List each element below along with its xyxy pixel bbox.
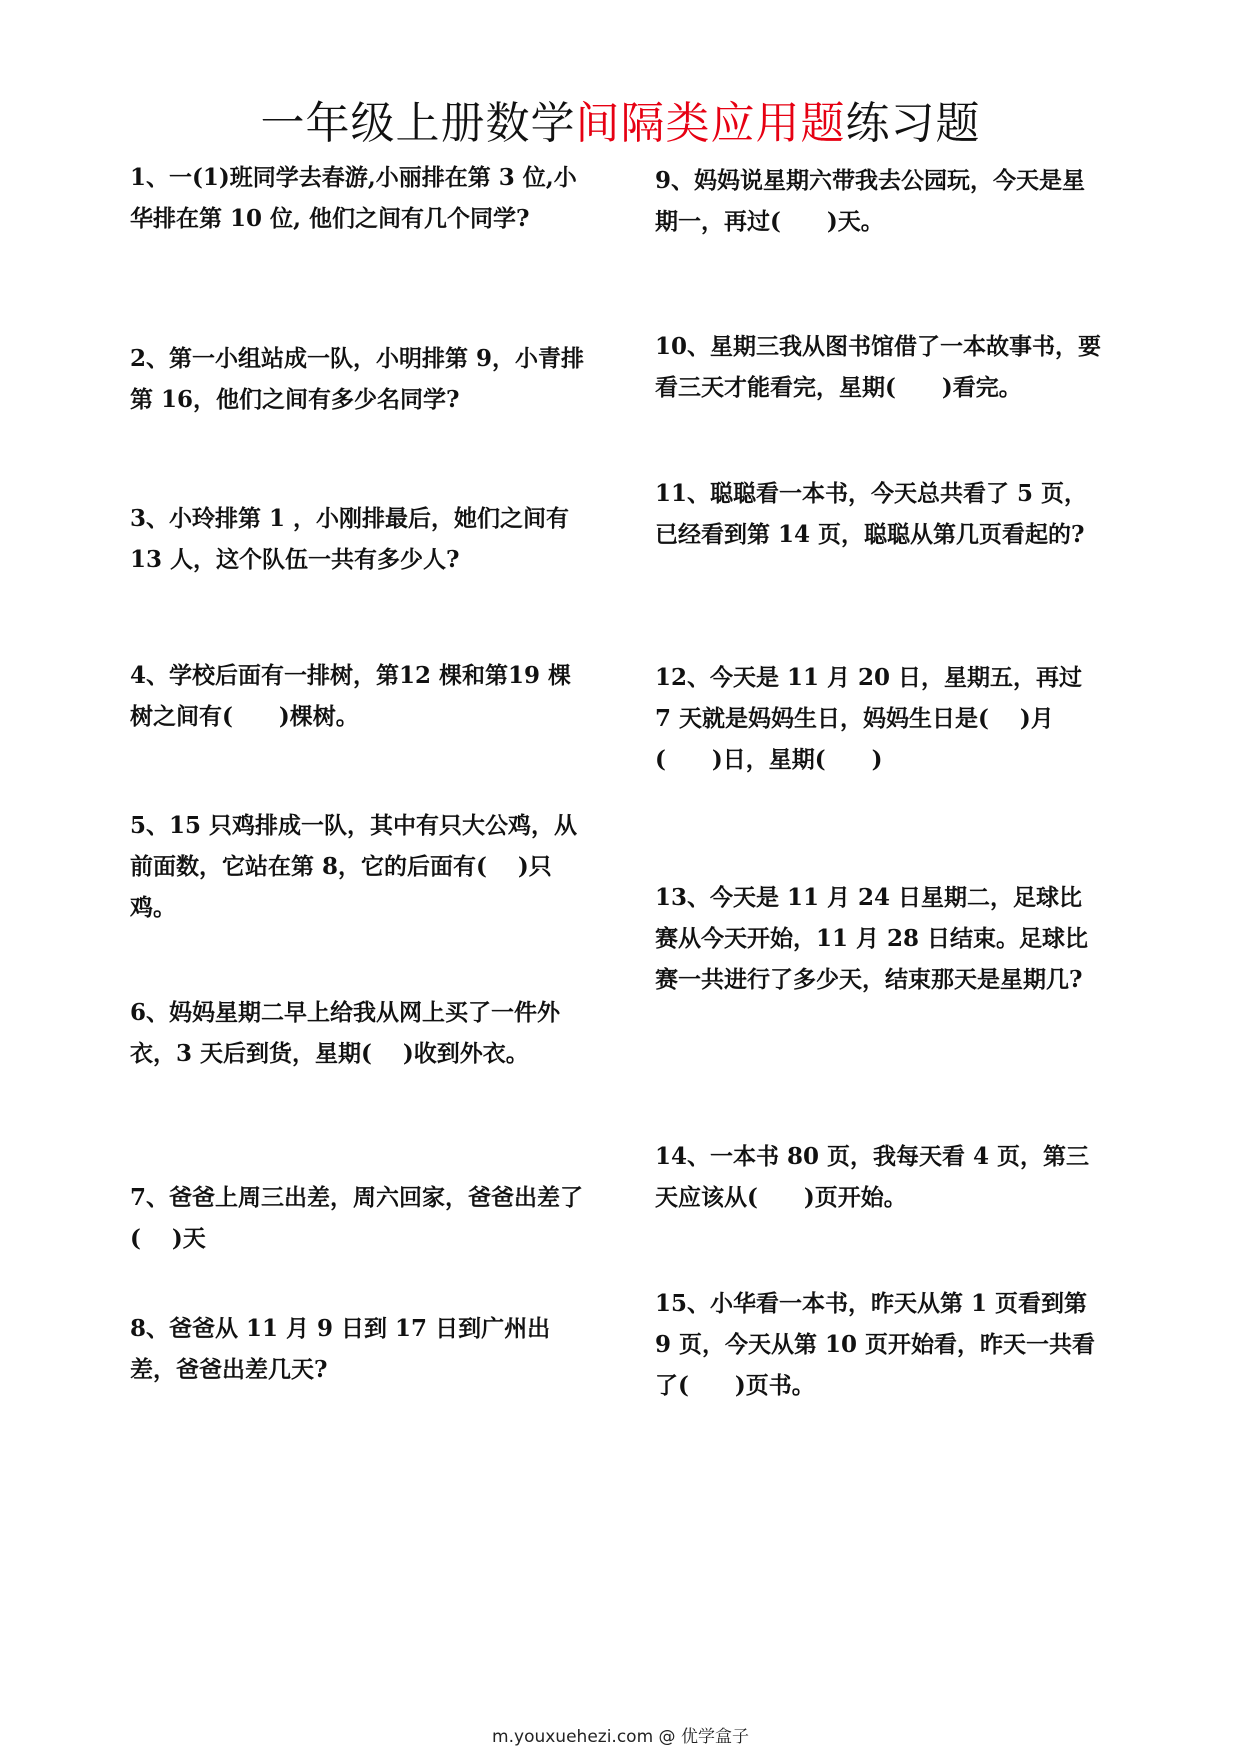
question-10: 10、星期三我从图书馆借了一本故事书，要看三天才能看完，星期( )看完。 bbox=[655, 333, 1102, 401]
title-highlight: 间隔类应用题 bbox=[575, 98, 846, 149]
title-part-3: 练习题 bbox=[845, 98, 981, 149]
question-11: 11、聪聪看一本书，今天总共看了 5 页，已经看到第 14 页，聪聪从第几页看起的? bbox=[655, 480, 1088, 548]
question-7: 7、爸爸上周三出差，周六回家，爸爸出差了( )天 bbox=[130, 1184, 584, 1252]
question-9: 9、妈妈说星期六带我去公园玩，今天是星期一，再过( )天。 bbox=[655, 167, 1086, 235]
question-1: 1、一(1)班同学去春游,小丽排在第 3 位,小华排在第 10 位, 他们之间有几个同学? bbox=[130, 164, 577, 232]
question-12: 12、今天是 11 月 20 日，星期五，再过 7 天就是妈妈生日，妈妈生日是( )月( )日，星期( ) bbox=[655, 664, 1083, 773]
question-14: 14、一本书 80 页，我每天看 4 页，第三天应该从( )页开始。 bbox=[655, 1143, 1090, 1211]
question-3: 3、小玲排第 1 ，小刚排最后，她们之间有 13 人，这个队伍一共有多少人? bbox=[130, 505, 570, 573]
question-5: 5、15 只鸡排成一队，其中有只大公鸡，从前面数，它站在第 8，它的后面有( )只鸡。 bbox=[130, 812, 578, 921]
question-15: 15、小华看一本书，昨天从第 1 页看到第 9 页，今天从第 10 页开始看，昨天一共看了( )页书。 bbox=[655, 1290, 1096, 1399]
question-13: 13、今天是 11 月 24 日星期二，足球比赛从今天开始，11 月 28 日结束。足球比赛一共进行了多少天，结束那天是星期几? bbox=[655, 884, 1089, 993]
page-title bbox=[0, 94, 1241, 154]
question-2: 2、第一小组站成一队，小明排第 9，小青排第 16，他们之间有多少名同学? bbox=[130, 345, 585, 413]
footer-watermark: m.youxuehezi.com @ 优学盒子 bbox=[492, 1727, 749, 1747]
question-4: 4、学校后面有一排树，第12 棵和第19 棵树之间有( )棵树。 bbox=[130, 662, 572, 730]
question-6: 6、妈妈星期二早上给我从网上买了一件外衣，3 天后到货，星期( )收到外衣。 bbox=[130, 999, 561, 1067]
question-8: 8、爸爸从 11 月 9 日到 17 日到广州出差，爸爸出差几天? bbox=[130, 1315, 551, 1383]
title-part-1: 一年级上册数学 bbox=[260, 98, 576, 149]
